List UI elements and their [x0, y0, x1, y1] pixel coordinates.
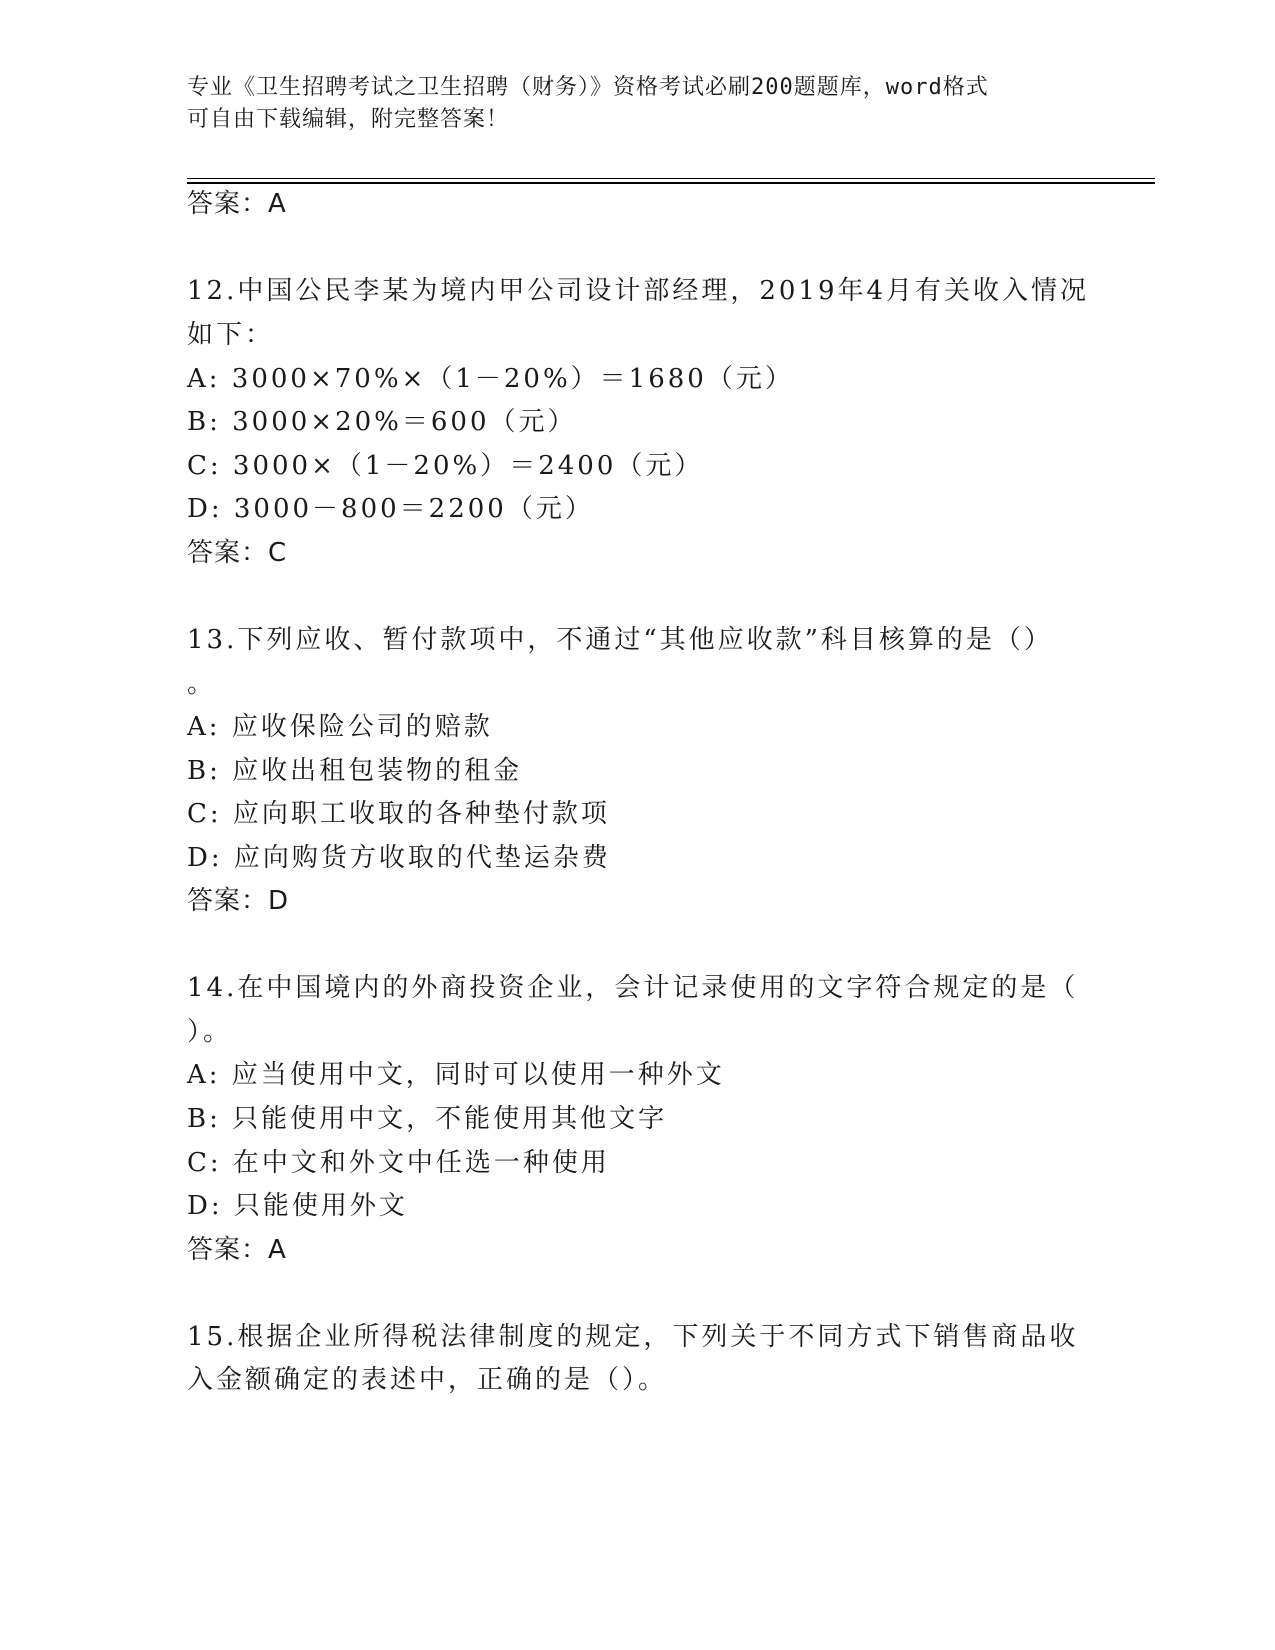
question-12-stem-line-1: 12.中国公民李某为境内甲公司设计部经理，2019年4月有关收入情况	[187, 276, 1090, 306]
question-14-answer: 答案：A	[187, 1235, 287, 1265]
question-12-stem-line-2: 如下：	[187, 320, 275, 350]
question-13-answer: 答案：D	[187, 886, 290, 916]
header-divider-thin	[187, 178, 1155, 179]
question-14-stem-line-1: 14.在中国境内的外商投资企业，会计记录使用的文字符合规定的是（	[187, 973, 1079, 1003]
header-divider-thick	[187, 182, 1155, 184]
question-13-option-a: A: 应收保险公司的赔款	[187, 712, 493, 742]
question-12-answer: 答案：C	[187, 538, 288, 568]
question-14-option-a: A: 应当使用中文，同时可以使用一种外文	[187, 1060, 725, 1090]
question-12-option-d: D: 3000－800＝2200（元）	[187, 494, 594, 524]
previous-answer: 答案：A	[187, 189, 287, 219]
question-14-stem-line-2: ）。	[187, 1017, 233, 1047]
question-13-stem-line-1: 13.下列应收、暂付款项中，不通过“其他应收款”科目核算的是（）	[187, 625, 1053, 655]
question-13-option-d: D: 应向购货方收取的代垫运杂费	[187, 843, 611, 873]
question-13-option-c: C: 应向职工收取的各种垫付款项	[187, 799, 610, 829]
document-header	[187, 72, 1067, 136]
question-12-option-a: A: 3000×70%×（1－20%）＝1680（元）	[187, 364, 794, 394]
question-15-stem-line-2: 入金额确定的表述中，正确的是（）。	[187, 1365, 668, 1395]
header-line-2: 可自由下载编辑，附完整答案！	[187, 107, 510, 132]
question-15-stem-line-1: 15.根据企业所得税法律制度的规定，下列关于不同方式下销售商品收	[187, 1322, 1079, 1352]
question-13-stem-line-2: 。	[187, 669, 217, 699]
question-13-option-b: B: 应收出租包装物的租金	[187, 756, 523, 786]
question-12-option-c: C: 3000×（1－20%）＝2400（元）	[187, 451, 704, 481]
question-14-option-c: C: 在中文和外文中任选一种使用	[187, 1148, 610, 1178]
question-14-option-d: D: 只能使用外文	[187, 1191, 408, 1221]
header-line-1: 专业《卫生招聘考试之卫生招聘（财务）》资格考试必刷200题题库，word格式	[187, 75, 989, 100]
question-14-option-b: B: 只能使用中文，不能使用其他文字	[187, 1104, 668, 1134]
question-12-option-b: B: 3000×20%＝600（元）	[187, 407, 577, 437]
